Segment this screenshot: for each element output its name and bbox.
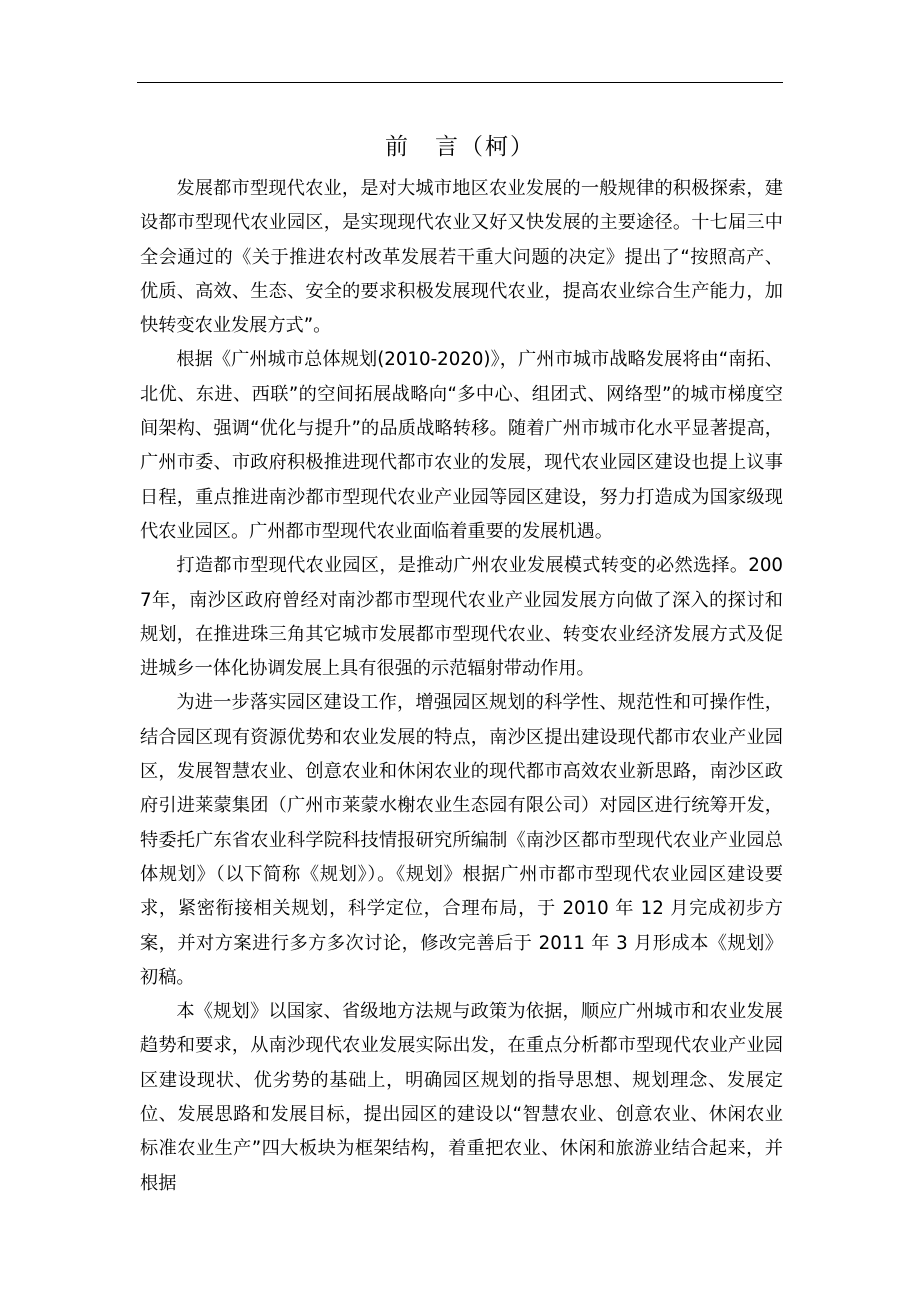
paragraph: 发展都市型现代农业，是对大城市地区农业发展的一般规律的积极探索，建设都市型现代农业园区，是实现现代农业又好又快发展的主要途径。十七届三中全会通过的《关于推进农村改革发展若干重大问题的决定》提出了“按照高产、优质、高效、生态、安全的要求积极发展现代农业，提高农业综合生产能力，加快转变农业发展方式”。 — [140, 178, 783, 337]
paragraph: 为进一步落实园区建设工作，增强园区规划的科学性、规范性和可操作性，结合园区现有资源优势和农业发展的特点，南沙区提出建设现代都市农业产业园区，发展智慧农业、创意农业和休闲农业的现代都市高效农业新思路，南沙区政府引进莱蒙集团（广州市莱蒙水榭农业生态园有限公司）对园区进行统筹开发，特委托广东省农业科学院科技情报研究所编制《南沙区都市型现代农业产业园总体规划》（以下简称《规划》）。《规划》根据广州市都市型现代农业园区建设要求，紧密衔接相关规划，科学定位，合理布局，于 2010 年 12 月完成初步方案，并对方案进行多方多次讨论，修改完善后于 2011 年 3 月形成本《规划》初稿。 — [140, 692, 783, 988]
header-rule — [137, 82, 783, 83]
paragraph: 根据《广州城市总体规划(2010-2020)》，广州市城市战略发展将由“南拓、北优、东进、西联”的空间拓展战略向“多中心、组团式、网络型”的城市梯度空间架构、强调“优化与提升”的品质战略转移。随着广州市城市化水平显著提高，广州市委、市政府积极推进现代都市农业的发展，现代农业园区建设也提上议事日程，重点推进南沙都市型现代农业产业园等园区建设，努力打造成为国家级现代农业园区。广州都市型现代农业面临着重要的发展机遇。 — [140, 349, 783, 542]
page-title: 前 言（柯） — [385, 134, 535, 160]
paragraph: 本《规划》以国家、省级地方法规与政策为依据，顺应广州城市和农业发展趋势和要求，从南沙现代农业发展实际出发，在重点分析都市型现代农业产业园区建设现状、优劣势的基础上，明确园区规划的指导思想、规划理念、发展定位、发展思路和发展目标，提出园区的建设以“智慧农业、创意农业、休闲农业标准农业生产”四大板块为框架结构，着重把农业、休闲和旅游业结合起来，并根据 — [140, 1001, 783, 1194]
document-body — [140, 172, 783, 1201]
paragraph: 打造都市型现代农业园区，是推动广州农业发展模式转变的必然选择。2007年，南沙区政府曾经对南沙都市型现代农业产业园发展方向做了深入的探讨和规划，在推进珠三角其它城市发展都市型现代农业、转变农业经济发展方式及促进城乡一体化协调发展上具有很强的示范辐射带动作用。 — [140, 555, 783, 680]
